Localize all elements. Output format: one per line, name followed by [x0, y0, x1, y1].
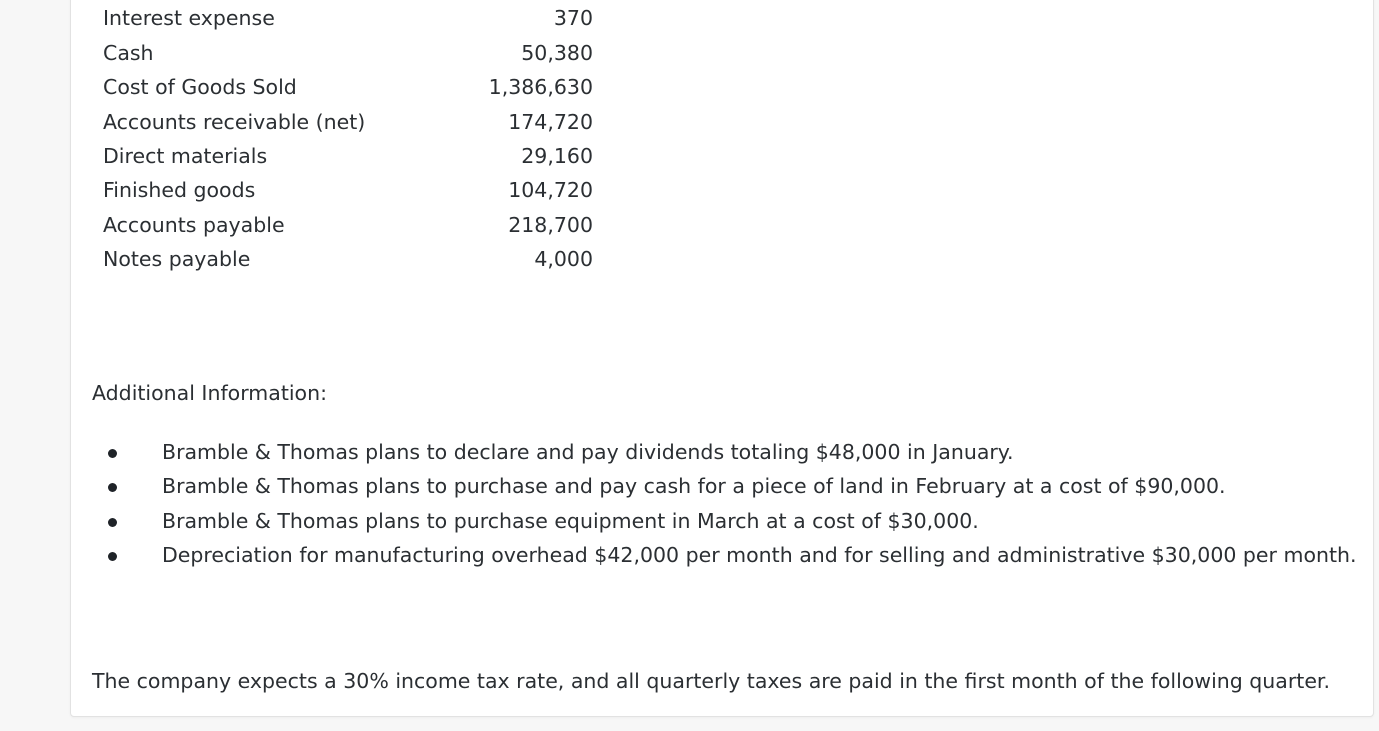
- table-row: [103, 1, 593, 35]
- account-value: 104,720: [508, 178, 593, 203]
- list-item-text: Bramble & Thomas plans to declare and pay dividends totaling $48,000 in January.: [162, 440, 1014, 464]
- account-name: Notes payable: [103, 247, 251, 272]
- table-row: [103, 208, 593, 242]
- account-name: Direct materials: [103, 143, 268, 168]
- table-row: [103, 173, 593, 207]
- account-value: 174,720: [508, 109, 593, 134]
- account-name: Accounts payable: [103, 212, 285, 237]
- list-item: [71, 435, 1361, 469]
- account-value: 1,386,630: [488, 75, 593, 100]
- list-item-text: Bramble & Thomas plans to purchase equipment in March at a cost of $30,000.: [162, 508, 979, 533]
- account-name: Cash: [103, 40, 154, 65]
- additional-info-heading: Additional Information:: [92, 381, 327, 405]
- account-value: 4,000: [534, 247, 593, 272]
- account-name: Finished goods: [103, 178, 256, 203]
- question-card: [70, 0, 1374, 717]
- account-value: 50,380: [521, 40, 593, 65]
- additional-info-list: [71, 435, 1361, 573]
- table-row: [103, 70, 593, 104]
- list-item: [71, 504, 1361, 538]
- table-row: [103, 36, 593, 70]
- bullet-icon: [108, 483, 117, 492]
- bullet-icon: [108, 449, 117, 458]
- list-item: [71, 538, 1361, 572]
- account-name: Accounts receivable (net): [103, 109, 366, 134]
- table-row: [103, 105, 593, 139]
- account-name: Interest expense: [103, 6, 275, 31]
- account-value: 370: [553, 6, 593, 31]
- table-row: [103, 139, 593, 173]
- account-name: Cost of Goods Sold: [103, 75, 297, 100]
- bullet-icon: [108, 552, 117, 561]
- table-row: [103, 242, 593, 276]
- list-item: [71, 469, 1361, 503]
- bullet-icon: [108, 518, 117, 527]
- list-item-text: Bramble & Thomas plans to purchase and pay cash for a piece of land in February at a cost of $90,000.: [162, 474, 1226, 499]
- account-balances-table: [103, 0, 593, 277]
- account-value: 29,160: [521, 143, 593, 168]
- list-item-text: Depreciation for manufacturing overhead $42,000 per month and for selling and administrative $30,000 per month.: [162, 543, 1357, 568]
- tax-rate-note: The company expects a 30% income tax rate, and all quarterly taxes are paid in the first month of the following quarter.: [92, 669, 1330, 693]
- account-value: 218,700: [508, 212, 593, 237]
